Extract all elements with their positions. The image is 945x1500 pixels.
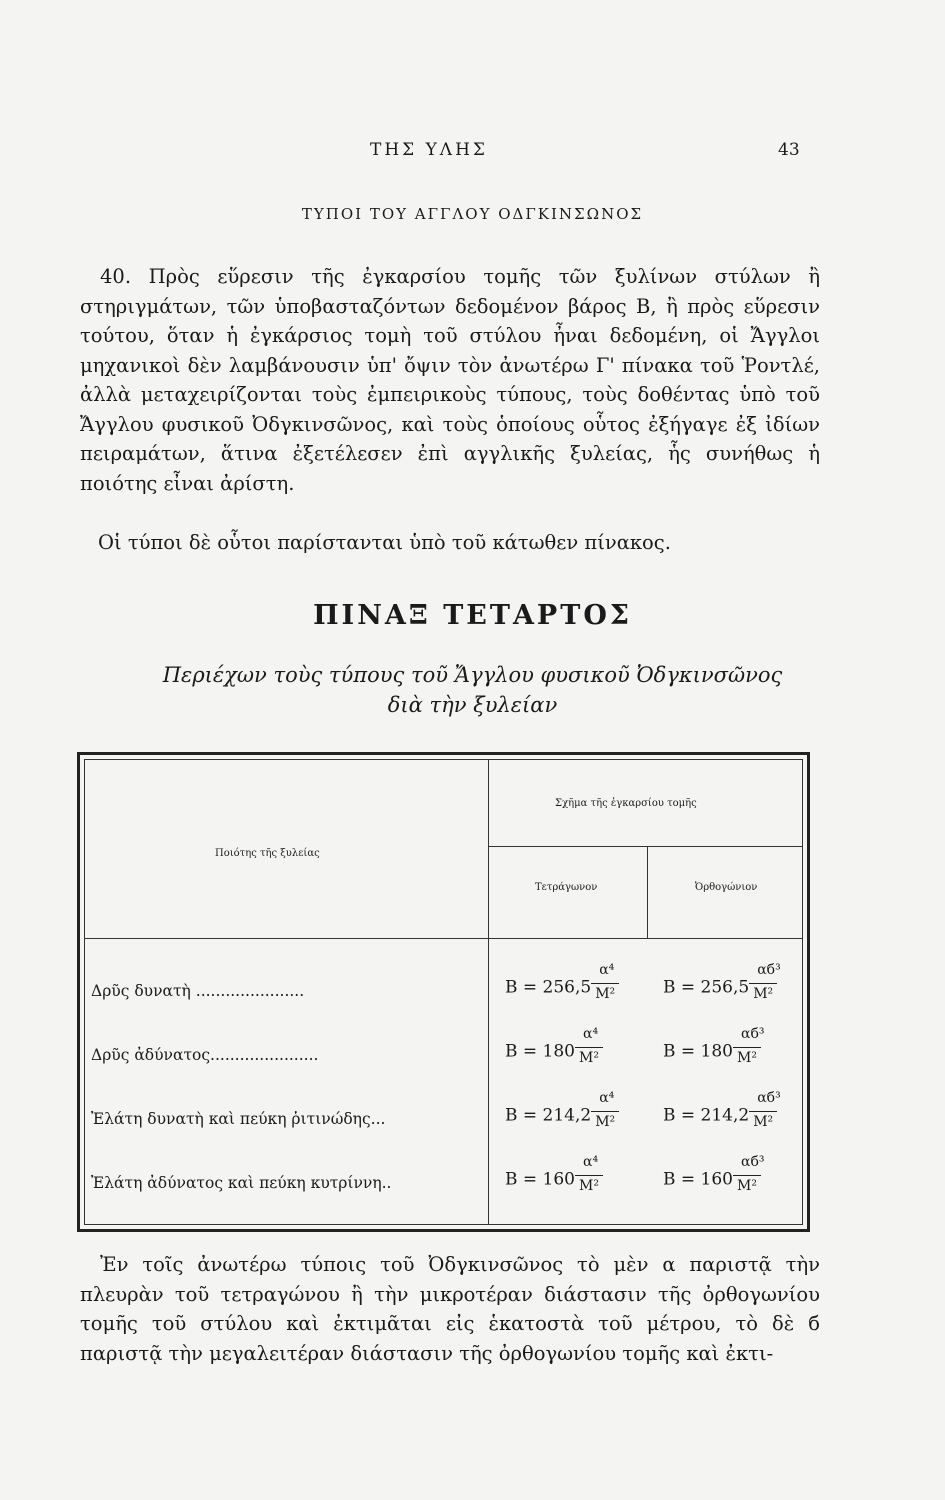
col-header-shape: Σχῆμα τῆς ἐγκαρσίου τομῆς <box>555 798 697 809</box>
formula-square: Β = 160 $\frac{\text{α⁴}}{\text{Μ²}}$ <box>505 1160 605 1200</box>
formula-square: Β = 256,5 $\frac{\text{α⁴}}{\text{Μ²}}$ <box>505 968 621 1008</box>
paragraph-40: 40. Πρὸς εὕρεσιν τῆς ἐγκαρσίου τομῆς τῶν ξυλίνων στύλων ἢ στηριγμάτων, τῶν ὑποβασταζόντων δεδομένον βάρος Β, ἢ πρὸς εὕρεσιν τούτου, ὅταν ἡ ἐγκάρσιος τομὴ τοῦ στύλου ἦναι δεδομένη, οἱ Ἄγγλοι μηχανικοὶ δὲν λαμβάνουσιν ὑπ' ὄψιν τὸν ἀνωτέρω Γ' πίνακα τοῦ Ῥοντλέ, ἀλλὰ μεταχειρίζονται τοὺς ἐμπειρικοὺς τύπους, τοὺς δοθέντας ὑπὸ τοῦ Ἄγγλου φυσικοῦ Ὀδγκινσῶνος, καὶ τοὺς ὁποίους οὗτος ἐξήγαγε ἐξ ἰδίων πειραμάτων, ἅτινα ἐξετέλεσεν ἐπὶ αγγλικῆς ξυλείας, ἧς συνήθως ἡ ποιότης εἶναι ἀρίστη. <box>80 265 820 495</box>
page-number: 43 <box>778 140 800 160</box>
formula-rect: Β = 214,2 $\frac{\text{αб³}}{\text{Μ²}}$ <box>663 1090 781 1130</box>
formula-rect: Β = 160 $\frac{\text{αб³}}{\text{Μ²}}$ <box>663 1154 765 1194</box>
row-label: Δρῦς ἀδύνατος...................... <box>91 1046 319 1064</box>
row-label: Δρῦς δυνατὴ ...................... <box>91 982 305 1000</box>
table-title: ΠΙΝΑΞ ΤΕΤΑΡΤΟΣ <box>313 600 632 631</box>
formula-square: Β = 180 $\frac{\text{α⁴}}{\text{Μ²}}$ <box>505 1032 605 1072</box>
formula-square: Β = 214,2 $\frac{\text{α⁴}}{\text{Μ²}}$ <box>505 1096 621 1136</box>
running-title: ΤΗΣ ΥΛΗΣ <box>370 140 488 160</box>
table-subtitle: Περιέχων τοὺς τύπους τοῦ Ἄγγλου φυσικοῦ Ὀδγκινσῶνος διὰ τὴν ξυλείαν <box>162 663 783 717</box>
col-header-quality: Ποιότης τῆς ξυλείας <box>215 848 320 859</box>
section-title: ΤΥΠΟΙ ΤΟΥ ΑΓΓΛΟΥ ΟΔΓΚΙΝΣΩΝΟΣ <box>301 205 644 223</box>
formula-rect: Β = 256,5 $\frac{\text{αб³}}{\text{Μ²}}$ <box>663 962 781 1002</box>
col-header-square: Τετράγωνον <box>535 882 598 893</box>
row-label: Ἐλάτη δυνατὴ καὶ πεύκη ῥιτινώδης... <box>91 1110 386 1128</box>
paragraph-explanation: Ἐν τοῖς ἀνωτέρω τύποις τοῦ Ὀδγκινσῶνος τὸ μὲν α παριστᾷ τὴν πλευρὰν τοῦ τετραγώνου ἢ τὴν μικροτέραν διάστασιν τῆς ὀρθογωνίου τομῆς τοῦ στύλου καὶ ἐκτιμᾶται εἰς ἑκατοστὰ τοῦ μέτρου, τὸ δὲ б παριστᾷ τὴν μεγαλειτέραν διάστασιν τῆς ὀρθογωνίου τομῆς καὶ ἐκτι- <box>80 1253 820 1365</box>
paragraph-intro-table: Οἱ τύποι δὲ οὗτοι παρίστανται ὑπὸ τοῦ κάτωθεν πίνακος. <box>98 531 671 554</box>
formula-table <box>77 752 810 1232</box>
formula-rect: Β = 180 $\frac{\text{αб³}}{\text{Μ²}}$ <box>663 1026 765 1066</box>
row-label: Ἐλάτη ἀδύνατος καὶ πεύκη κυτρίννη.. <box>91 1174 392 1192</box>
col-header-rect: Ὀρθογώνιον <box>695 882 758 893</box>
